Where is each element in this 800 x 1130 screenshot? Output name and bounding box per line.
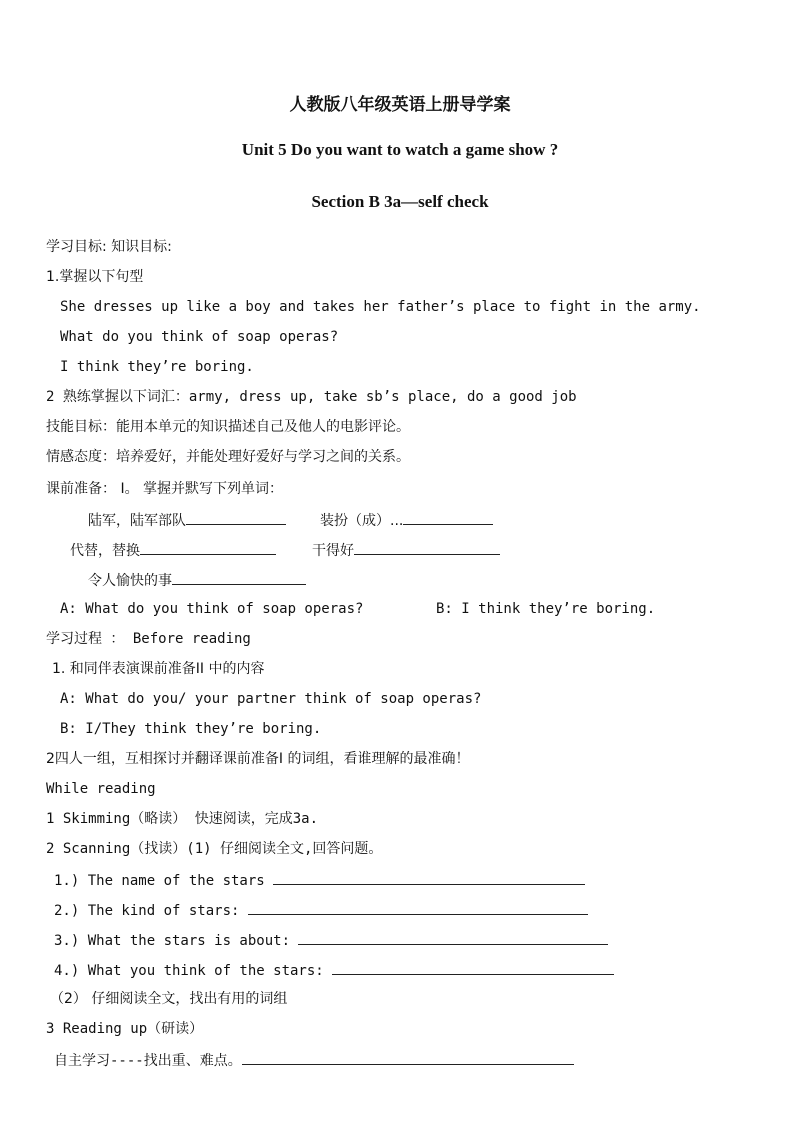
emotion-goal: 情感态度：培养爱好，并能处理好爱好与学习之间的关系。 [46,449,410,465]
vocab-dress-up-blank[interactable] [403,510,493,525]
process-dialog-a: A: What do you/ your partner think of soap operas? [60,691,482,707]
vocab-army-label: 陆军，陆军部队 [88,513,186,529]
sentence-2: What do you think of soap operas? [60,329,339,345]
vocab-army [88,510,286,530]
vocab-replace [70,540,276,560]
vocab-replace-label: 代替，替换 [70,543,140,559]
reading-up-heading: 3 Reading up（研读） [46,1021,204,1037]
question-1 [54,870,585,890]
scanning-task: 2 Scanning（找读）(1) 仔细阅读全文,回答问题。 [46,841,383,857]
prep-dialog-a: A: What do you think of soap operas? [60,601,364,617]
process-step-1: 1. 和同伴表演课前准备II 中的内容 [52,661,265,677]
question-1-blank[interactable] [273,870,585,885]
prep-dialog-b: B: I think they’re boring. [436,601,656,617]
prep-heading: 课前准备： I。 掌握并默写下列单词： [46,481,284,497]
process-heading: 学习过程 ： Before reading [46,631,251,647]
vocab-army-blank[interactable] [186,510,286,525]
self-study-label: 自主学习----找出重、难点。 [54,1053,242,1069]
question-2 [54,900,588,920]
skill-goal: 技能目标：能用本单元的知识描述自己及他人的电影评论。 [46,419,410,435]
vocab-dress-up [320,510,493,530]
process-dialog-b: B: I/They think they’re boring. [60,721,322,737]
sentence-3: I think they’re boring. [60,359,254,375]
vocab-good-job [312,540,500,560]
process-step-2: 2四人一组，互相探讨并翻译课前准备I 的词组，看谁理解的最准确！ [46,751,470,767]
question-2-label: 2.) The kind of stars: [54,903,240,919]
unit-title: Unit 5 Do you want to watch a game show ? [241,140,559,159]
goal-item-2: 2 熟练掌握以下词汇：army, dress up, take sb’s place, do a good job [46,389,577,405]
question-4-label: 4.) What you think of the stars: [54,963,324,979]
vocab-good-job-label: 干得好 [312,543,354,559]
vocab-dress-up-label: 装扮（成）... [320,513,404,529]
skimming-task: 1 Skimming（略读） 快速阅读，完成3a. [46,811,319,827]
document-title: 人教版八年级英语上册导学案 [289,95,511,114]
question-4 [54,960,614,980]
vocab-good-job-blank[interactable] [354,540,500,555]
sentence-1: She dresses up like a boy and takes her father’s place to fight in the army. [60,299,701,315]
vocab-pleasant-blank[interactable] [172,570,306,585]
question-1-label: 1.) The name of the stars [54,873,265,889]
vocab-replace-blank[interactable] [140,540,276,555]
self-study [54,1050,574,1070]
vocab-pleasant-label: 令人愉快的事 [88,573,172,589]
question-3-label: 3.) What the stars is about: [54,933,291,949]
goals-heading: 学习目标: 知识目标: [46,239,172,255]
while-reading-heading: While reading [46,781,156,797]
question-4-blank[interactable] [332,960,614,975]
phrases-task: （2） 仔细阅读全文，找出有用的词组 [50,991,288,1007]
question-2-blank[interactable] [248,900,588,915]
vocab-pleasant [88,570,306,590]
question-3 [54,930,608,950]
question-3-blank[interactable] [298,930,608,945]
section-title: Section B 3a—self check [311,192,489,211]
goal-item-1: 1.掌握以下句型 [46,269,144,285]
self-study-blank[interactable] [242,1050,574,1065]
